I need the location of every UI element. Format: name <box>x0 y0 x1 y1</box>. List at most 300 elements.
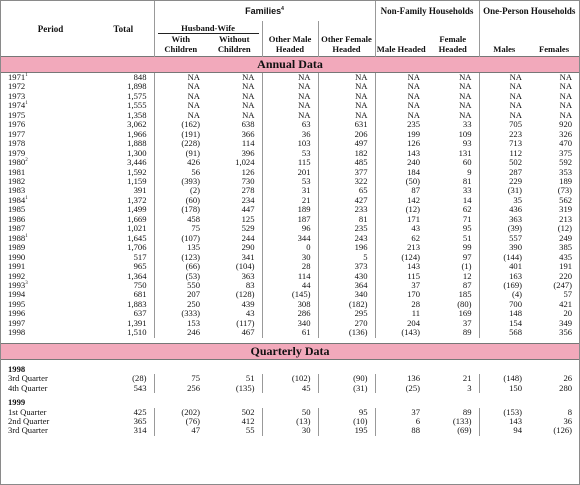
period-cell: 1989 <box>8 242 26 253</box>
period-cell: 4th Quarter <box>8 382 48 393</box>
value-cell: NA <box>154 101 207 110</box>
value-cell: 341 <box>241 251 255 262</box>
value-cell: (50) <box>375 177 427 186</box>
table-row <box>1 417 579 426</box>
total-cell: 1,364 <box>127 270 147 281</box>
value-cell: 435 <box>559 251 573 262</box>
value-cell: 592 <box>559 157 573 168</box>
value-cell: 131 <box>458 147 472 158</box>
value-cell: 115 <box>262 158 318 167</box>
table-row <box>1 281 579 290</box>
value-cell: 256 <box>154 384 207 393</box>
value-cell: NA <box>262 73 318 83</box>
value-cell: NA <box>242 109 255 120</box>
total-cell: 1,021 <box>127 223 147 234</box>
value-cell: NA <box>479 82 529 91</box>
total-cell: 1,645 <box>127 232 147 243</box>
value-cell: 65 <box>318 186 375 195</box>
value-cell: (31) <box>318 384 375 393</box>
value-cell: NA <box>154 82 207 91</box>
table-row <box>1 168 579 177</box>
value-cell: NA <box>154 73 207 83</box>
value-cell: 447 <box>241 204 255 215</box>
op-females-header: Females <box>538 44 570 54</box>
value-cell: 75 <box>154 374 207 383</box>
table-row <box>1 73 579 83</box>
value-cell: (135) <box>235 382 255 393</box>
table-row <box>1 408 579 417</box>
period-cell: 1974$^1$ <box>8 100 28 111</box>
other-male-header: Other Male Headed <box>262 21 318 57</box>
value-cell: 396 <box>241 147 255 158</box>
total-cell: 1,499 <box>127 204 147 215</box>
value-cell: 21 <box>462 373 472 384</box>
value-cell: 28 <box>262 262 318 271</box>
value-cell: 50 <box>262 408 318 417</box>
value-cell: 135 <box>154 243 207 252</box>
value-cell: 189 <box>559 175 573 186</box>
value-cell: 81 <box>318 215 375 224</box>
value-cell: 278 <box>241 185 255 196</box>
value-cell: 171 <box>375 215 427 224</box>
period-cell: 1976 <box>8 119 26 130</box>
value-cell: 14 <box>462 194 472 205</box>
period-cell: 1985 <box>8 204 26 215</box>
value-cell: 427 <box>318 196 375 205</box>
value-cell: NA <box>318 82 375 91</box>
value-cell: 83 <box>245 279 255 290</box>
period-cell: 3rd Quarter <box>8 425 48 436</box>
oneperson-header: One-Person Households <box>479 1 579 21</box>
value-cell: 6 <box>375 417 427 426</box>
value-cell: 163 <box>479 272 529 281</box>
value-cell: (12) <box>557 223 573 234</box>
total-cell: 1,592 <box>127 166 147 177</box>
total-cell: 1,159 <box>127 175 147 186</box>
value-cell: NA <box>559 109 573 120</box>
value-cell: (178) <box>154 205 207 214</box>
value-cell: 213 <box>375 243 427 252</box>
value-cell: (4) <box>479 290 529 299</box>
value-cell: 28 <box>375 300 427 309</box>
value-cell: 401 <box>479 262 529 271</box>
value-cell: 57 <box>563 289 573 300</box>
value-cell: 187 <box>262 215 318 224</box>
value-cell: (91) <box>154 149 207 158</box>
total-cell: 1,300 <box>127 147 147 158</box>
period-cell: 1994 <box>8 289 26 300</box>
op-males-header: Males <box>479 21 529 57</box>
value-cell: NA <box>242 72 255 82</box>
value-cell: 497 <box>318 139 375 148</box>
period-cell: 1997 <box>8 317 26 328</box>
period-cell: 1972 <box>8 81 26 92</box>
total-cell: 314 <box>133 425 147 436</box>
value-cell: NA <box>559 90 573 101</box>
quarter-year-row <box>1 365 579 374</box>
value-cell: 1,024 <box>235 157 255 168</box>
value-cell: NA <box>459 72 472 82</box>
value-cell: 502 <box>241 406 255 417</box>
total-cell: 848 <box>133 72 147 82</box>
value-cell: (1) <box>461 261 472 272</box>
value-cell: (153) <box>479 408 529 417</box>
quarterly-data-banner: Quarterly Data <box>1 343 579 359</box>
period-cell: 1990 <box>8 251 26 262</box>
value-cell: NA <box>375 82 427 91</box>
value-cell: (162) <box>154 120 207 129</box>
value-cell: 103 <box>262 139 318 148</box>
husband-wife-header: Husband-Wife <box>154 21 262 34</box>
value-cell: (128) <box>235 289 255 300</box>
table-row <box>1 111 579 120</box>
value-cell: 11 <box>375 309 427 318</box>
value-cell: (53) <box>154 272 207 281</box>
footnote-marker: 2 <box>25 158 28 164</box>
table-row <box>1 243 579 252</box>
period-cell: 1984$^1$ <box>8 194 28 205</box>
value-cell: 353 <box>559 166 573 177</box>
total-cell: 1,391 <box>127 317 147 328</box>
value-cell: NA <box>559 81 573 92</box>
value-cell: 185 <box>458 289 472 300</box>
period-cell: 1975 <box>8 109 26 120</box>
value-cell: 148 <box>479 309 529 318</box>
value-cell: (80) <box>457 298 472 309</box>
household-data-table <box>1 1 579 436</box>
value-cell: 97 <box>462 251 472 262</box>
value-cell: 467 <box>241 327 255 338</box>
period-cell: 1986 <box>8 213 26 224</box>
nonfamily-header: Non-Family Households <box>375 1 479 21</box>
value-cell: 109 <box>458 128 472 139</box>
table-row <box>1 319 579 328</box>
value-cell: 87 <box>462 279 472 290</box>
value-cell: NA <box>242 81 255 92</box>
period-cell: 2nd Quarter <box>8 415 50 426</box>
total-cell: 1,372 <box>127 194 147 205</box>
value-cell: 94 <box>479 426 529 435</box>
period-cell: 1971$^1$ <box>8 72 28 82</box>
value-cell: 270 <box>318 319 375 328</box>
value-cell: 319 <box>559 204 573 215</box>
value-cell: 88 <box>375 426 427 435</box>
value-cell: 199 <box>375 130 427 139</box>
period-cell: 1979 <box>8 147 26 158</box>
value-cell: (133) <box>452 415 472 426</box>
value-cell: 220 <box>559 270 573 281</box>
period-cell: 1978 <box>8 138 26 149</box>
value-cell: 150 <box>479 384 529 393</box>
table-row <box>1 262 579 271</box>
value-cell: 33 <box>462 119 472 130</box>
total-cell: 425 <box>133 406 147 417</box>
value-cell: NA <box>242 100 255 111</box>
period-cell: 1981 <box>8 166 26 177</box>
value-cell: 136 <box>375 374 427 383</box>
value-cell: 286 <box>262 309 318 318</box>
value-cell: NA <box>459 81 472 92</box>
value-cell: 114 <box>262 272 318 281</box>
value-cell: (136) <box>318 328 375 337</box>
total-cell: 1,898 <box>127 81 147 92</box>
table-row <box>1 101 579 110</box>
value-cell: NA <box>459 100 472 111</box>
value-cell: NA <box>375 92 427 101</box>
value-cell: 390 <box>479 243 529 252</box>
value-cell: 89 <box>462 327 472 338</box>
value-cell: 250 <box>154 300 207 309</box>
value-cell: 436 <box>479 205 529 214</box>
value-cell: 568 <box>479 328 529 337</box>
value-cell: NA <box>242 90 255 101</box>
value-cell: 713 <box>479 139 529 148</box>
value-cell: 95 <box>462 223 472 234</box>
value-cell: 56 <box>154 168 207 177</box>
total-cell: (28) <box>132 373 147 384</box>
total-cell: 1,888 <box>127 138 147 149</box>
value-cell: 30 <box>262 253 318 262</box>
total-cell: 1,555 <box>127 100 147 111</box>
value-cell: 75 <box>154 224 207 233</box>
value-cell: NA <box>479 92 529 101</box>
value-cell: NA <box>479 101 529 110</box>
value-cell: 344 <box>262 234 318 243</box>
total-cell: 1,669 <box>127 213 147 224</box>
value-cell: NA <box>154 92 207 101</box>
total-cell: 750 <box>133 279 147 290</box>
value-cell: 126 <box>375 139 427 148</box>
period-cell: 3rd Quarter <box>8 373 48 384</box>
value-cell: 37 <box>375 281 427 290</box>
value-cell: 920 <box>559 119 573 130</box>
value-cell: NA <box>375 73 427 83</box>
value-cell: 340 <box>262 319 318 328</box>
footnote-marker: 1 <box>25 101 28 107</box>
value-cell: 5 <box>318 253 375 262</box>
value-cell: 557 <box>479 234 529 243</box>
value-cell: NA <box>318 73 375 83</box>
value-cell: 61 <box>262 328 318 337</box>
period-cell: 1977 <box>8 128 26 139</box>
with-children-header: With Children <box>154 34 207 57</box>
value-cell: 233 <box>318 205 375 214</box>
without-children-header: Without Children <box>217 34 251 54</box>
value-cell: (90) <box>318 374 375 383</box>
value-cell: (143) <box>375 328 427 337</box>
total-cell: 1,358 <box>127 109 147 120</box>
value-cell: 246 <box>154 328 207 337</box>
other-female-header: Other Female Headed <box>318 21 375 57</box>
period-cell: 1987 <box>8 223 26 234</box>
table-row <box>1 120 579 129</box>
value-cell: 20 <box>563 308 573 319</box>
value-cell: 12 <box>462 270 472 281</box>
value-cell: 322 <box>318 177 375 186</box>
value-cell: 207 <box>154 290 207 299</box>
value-cell: 43 <box>245 308 255 319</box>
value-cell: (31) <box>479 186 529 195</box>
value-cell: (144) <box>479 253 529 262</box>
value-cell: 249 <box>559 232 573 243</box>
value-cell: 62 <box>375 234 427 243</box>
total-cell: 543 <box>133 382 147 393</box>
value-cell: NA <box>262 92 318 101</box>
period-cell: 1991 <box>8 261 26 272</box>
value-cell: NA <box>318 101 375 110</box>
value-cell: 240 <box>375 158 427 167</box>
value-cell: NA <box>479 111 529 120</box>
value-cell: 37 <box>462 317 472 328</box>
period-cell: 1983 <box>8 185 26 196</box>
value-cell: 125 <box>241 213 255 224</box>
value-cell: 62 <box>462 204 472 215</box>
value-cell: 96 <box>262 224 318 233</box>
value-cell: 8 <box>567 406 573 417</box>
value-cell: (60) <box>154 196 207 205</box>
table-row <box>1 196 579 205</box>
value-cell: 112 <box>479 149 529 158</box>
table-row <box>1 309 579 318</box>
value-cell: 53 <box>262 177 318 186</box>
value-cell: 349 <box>559 317 573 328</box>
value-cell: 204 <box>375 319 427 328</box>
value-cell: (123) <box>154 253 207 262</box>
value-cell: 439 <box>241 298 255 309</box>
total-header: Total <box>113 23 134 34</box>
period-cell: 1993$^3$ <box>8 279 28 290</box>
value-cell: NA <box>559 72 573 82</box>
value-cell: 430 <box>318 272 375 281</box>
value-cell: 26 <box>563 373 573 384</box>
value-cell: 201 <box>262 168 318 177</box>
total-cell: 1,706 <box>127 242 147 253</box>
value-cell: 730 <box>241 175 255 186</box>
value-cell: (73) <box>557 185 573 196</box>
value-cell: (10) <box>318 417 375 426</box>
period-cell: 1982 <box>8 175 26 186</box>
value-cell: 363 <box>241 270 255 281</box>
value-cell: 35 <box>479 196 529 205</box>
value-cell: 31 <box>262 186 318 195</box>
value-cell: 340 <box>318 290 375 299</box>
value-cell: NA <box>318 92 375 101</box>
value-cell: 126 <box>241 166 255 177</box>
year-label: 1998 <box>8 363 26 374</box>
value-cell: 529 <box>241 223 255 234</box>
table-row <box>1 177 579 186</box>
value-cell: (117) <box>236 317 255 328</box>
value-cell: 373 <box>318 262 375 271</box>
table-row <box>1 328 579 337</box>
footnote-marker: 1 <box>25 73 28 79</box>
value-cell: (2) <box>154 186 207 195</box>
value-cell: 45 <box>262 384 318 393</box>
table-row <box>1 272 579 281</box>
period-cell: 1988$^1$ <box>8 232 28 243</box>
value-cell: NA <box>262 101 318 110</box>
value-cell: 44 <box>262 281 318 290</box>
value-cell: 71 <box>462 213 472 224</box>
value-cell: 377 <box>318 168 375 177</box>
value-cell: 631 <box>318 120 375 129</box>
value-cell: 366 <box>241 128 255 139</box>
value-cell: 143 <box>479 417 529 426</box>
period-cell: 1980$^2$ <box>8 157 28 168</box>
value-cell: 51 <box>245 373 255 384</box>
total-cell: 3,062 <box>127 119 147 130</box>
table-row <box>1 300 579 309</box>
footnote-marker: 1 <box>25 196 28 202</box>
table-row <box>1 234 579 243</box>
value-cell: 182 <box>318 149 375 158</box>
value-cell: (25) <box>375 384 427 393</box>
value-cell: 0 <box>262 243 318 252</box>
total-cell: 681 <box>133 289 147 300</box>
total-cell: 637 <box>133 308 147 319</box>
value-cell: 115 <box>375 272 427 281</box>
value-cell: 363 <box>479 215 529 224</box>
period-cell: 1992 <box>8 270 26 281</box>
table-row <box>1 374 579 383</box>
value-cell: 189 <box>262 205 318 214</box>
table-row <box>1 224 579 233</box>
value-cell: 385 <box>559 242 573 253</box>
value-cell: 184 <box>375 168 427 177</box>
value-cell: 295 <box>318 309 375 318</box>
total-cell: 1,510 <box>127 327 147 338</box>
table-row <box>1 158 579 167</box>
families-header: Families$^4$ <box>154 1 375 21</box>
value-cell: 502 <box>479 158 529 167</box>
period-cell: 1995 <box>8 298 26 309</box>
nf-female-header: Female Headed <box>438 34 467 54</box>
value-cell: 364 <box>318 281 375 290</box>
footnote-marker: 1 <box>25 233 28 239</box>
value-cell: 3 <box>467 382 472 393</box>
value-cell: 458 <box>154 215 207 224</box>
table-row <box>1 149 579 158</box>
value-cell: 244 <box>241 232 255 243</box>
value-cell: (12) <box>375 205 427 214</box>
period-cell: 1973 <box>8 90 26 101</box>
value-cell: 235 <box>318 224 375 233</box>
value-cell: (191) <box>154 130 207 139</box>
value-cell: NA <box>559 100 573 111</box>
value-cell: (69) <box>457 425 472 436</box>
table-row <box>1 384 579 393</box>
value-cell: (182) <box>318 300 375 309</box>
value-cell: NA <box>459 109 472 120</box>
value-cell: 191 <box>559 261 573 272</box>
value-cell: (202) <box>154 408 207 417</box>
value-cell: 195 <box>318 426 375 435</box>
table-header <box>1 1 579 57</box>
value-cell: 47 <box>154 426 207 435</box>
value-cell: 21 <box>262 196 318 205</box>
value-cell: 290 <box>241 242 255 253</box>
value-cell: 153 <box>154 319 207 328</box>
total-cell: 1,883 <box>127 298 147 309</box>
period-cell: 1996 <box>8 308 26 319</box>
value-cell: 30 <box>262 426 318 435</box>
nf-male-header: Male Headed <box>375 21 427 57</box>
value-cell: 550 <box>154 281 207 290</box>
table-row <box>1 186 579 195</box>
value-cell: 95 <box>318 408 375 417</box>
value-cell: (126) <box>553 425 573 436</box>
value-cell: (76) <box>154 417 207 426</box>
